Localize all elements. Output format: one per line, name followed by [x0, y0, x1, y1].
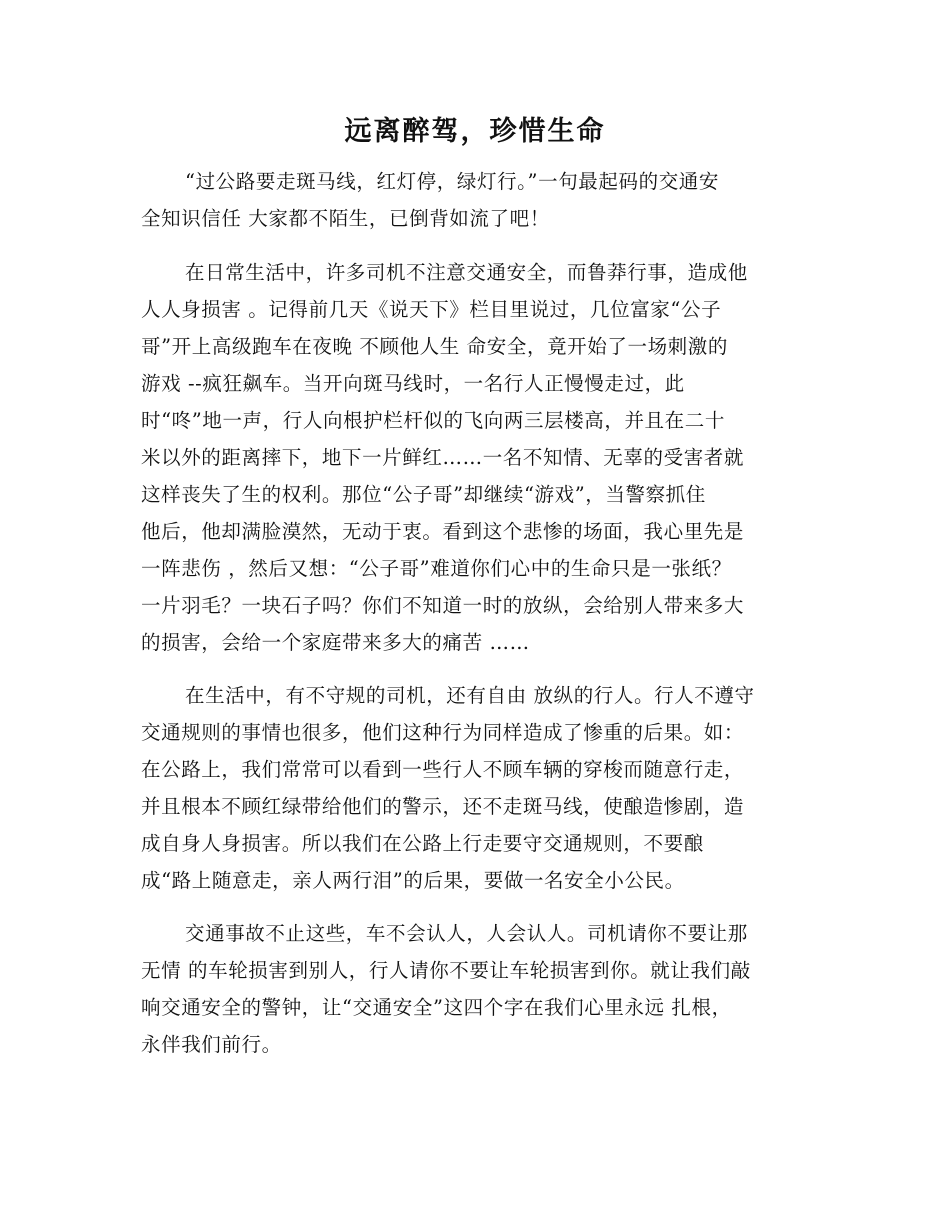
paragraph-1: [141, 163, 811, 237]
paragraph-line: 他后，他却满脸漠然，无动于衷。看到这个悲惨的场面，我心里先是: [141, 520, 745, 543]
paragraph-line: 在公路上，我们常常可以看到一些行人不顾车辆的穿梭而随意行走，: [141, 758, 745, 781]
paragraph-line: 交通规则的事情也很多，他们这种行为同样造成了惨重的后果。如：: [141, 721, 745, 744]
paragraph-line: 一阵悲伤 ，然后又想：“公子哥”难道你们心中的生命只是一张纸？: [141, 557, 732, 580]
paragraph-line: 这样丧失了生的权利。那位“公子哥”却继续“游戏”，当警察抓住: [141, 483, 706, 506]
paragraph-line: 全知识信任 大家都不陌生，已倒背如流了吧！: [141, 207, 550, 230]
paragraph-line: 成自身人身损害。所以我们在公路上行走要守交通规则，不要酿: [141, 832, 704, 855]
paragraph-line: 一片羽毛？一块石子吗？你们不知道一时的放纵，会给别人带来多大: [141, 594, 745, 617]
paragraph-line: 并且根本不顾红绿带给他们的警示，还不走斑马线，使酿造惨剧，造: [141, 795, 745, 818]
paragraph-line: 时“咚”地一声，行人向根护栏杆似的飞向两三层楼高，并且在二十: [141, 409, 725, 432]
paragraph-line: 成“路上随意走，亲人两行泪”的后果，要做一名安全小公民。: [141, 869, 685, 892]
paragraph-line: 哥”开上高级跑车在夜晚 不顾他人生 命安全，竟开始了一场刺激的: [141, 335, 728, 358]
paragraph-line: 米以外的距离摔下，地下一片鲜红……一名不知情、无辜的受害者就: [141, 446, 745, 469]
paragraph-3: [141, 677, 811, 899]
paragraph-line: 在日常生活中，许多司机不注意交通安全，而鲁莽行事，造成他: [185, 261, 748, 284]
paragraph-line: 无情 的车轮损害到别人，行人请你不要让车轮损害到你。就让我们敲: [141, 959, 751, 982]
paragraph-line: 永伴我们前行。: [141, 1033, 282, 1056]
paragraph-line: 交通事故不止这些，车不会认人，人会认人。司机请你不要让那: [185, 922, 748, 945]
paragraph-line: 游戏 --疯狂飙车。当开向斑马线时，一名行人正慢慢走过，此: [141, 372, 685, 395]
paragraph-line: 人人身损害 。记得前几天《说天下》栏目里说过，几位富家“公子: [141, 298, 722, 321]
paragraph-line: 响交通安全的警钟，让“交通安全”这四个字在我们心里永远 扎根，: [141, 996, 732, 1019]
paragraph-line: “过公路要走斑马线，红灯停，绿灯行。”一句最起码的交通安: [185, 170, 719, 193]
paragraph-2: [141, 254, 811, 661]
paragraph-4: [141, 915, 811, 1063]
paragraph-line: 在生活中，有不守规的司机，还有自由 放纵的行人。行人不遵守: [185, 684, 755, 707]
paragraph-line: 的损害，会给一个家庭带来多大的痛苦 ……: [141, 631, 530, 654]
document-title: 远离醉驾，珍惜生命: [344, 116, 606, 147]
